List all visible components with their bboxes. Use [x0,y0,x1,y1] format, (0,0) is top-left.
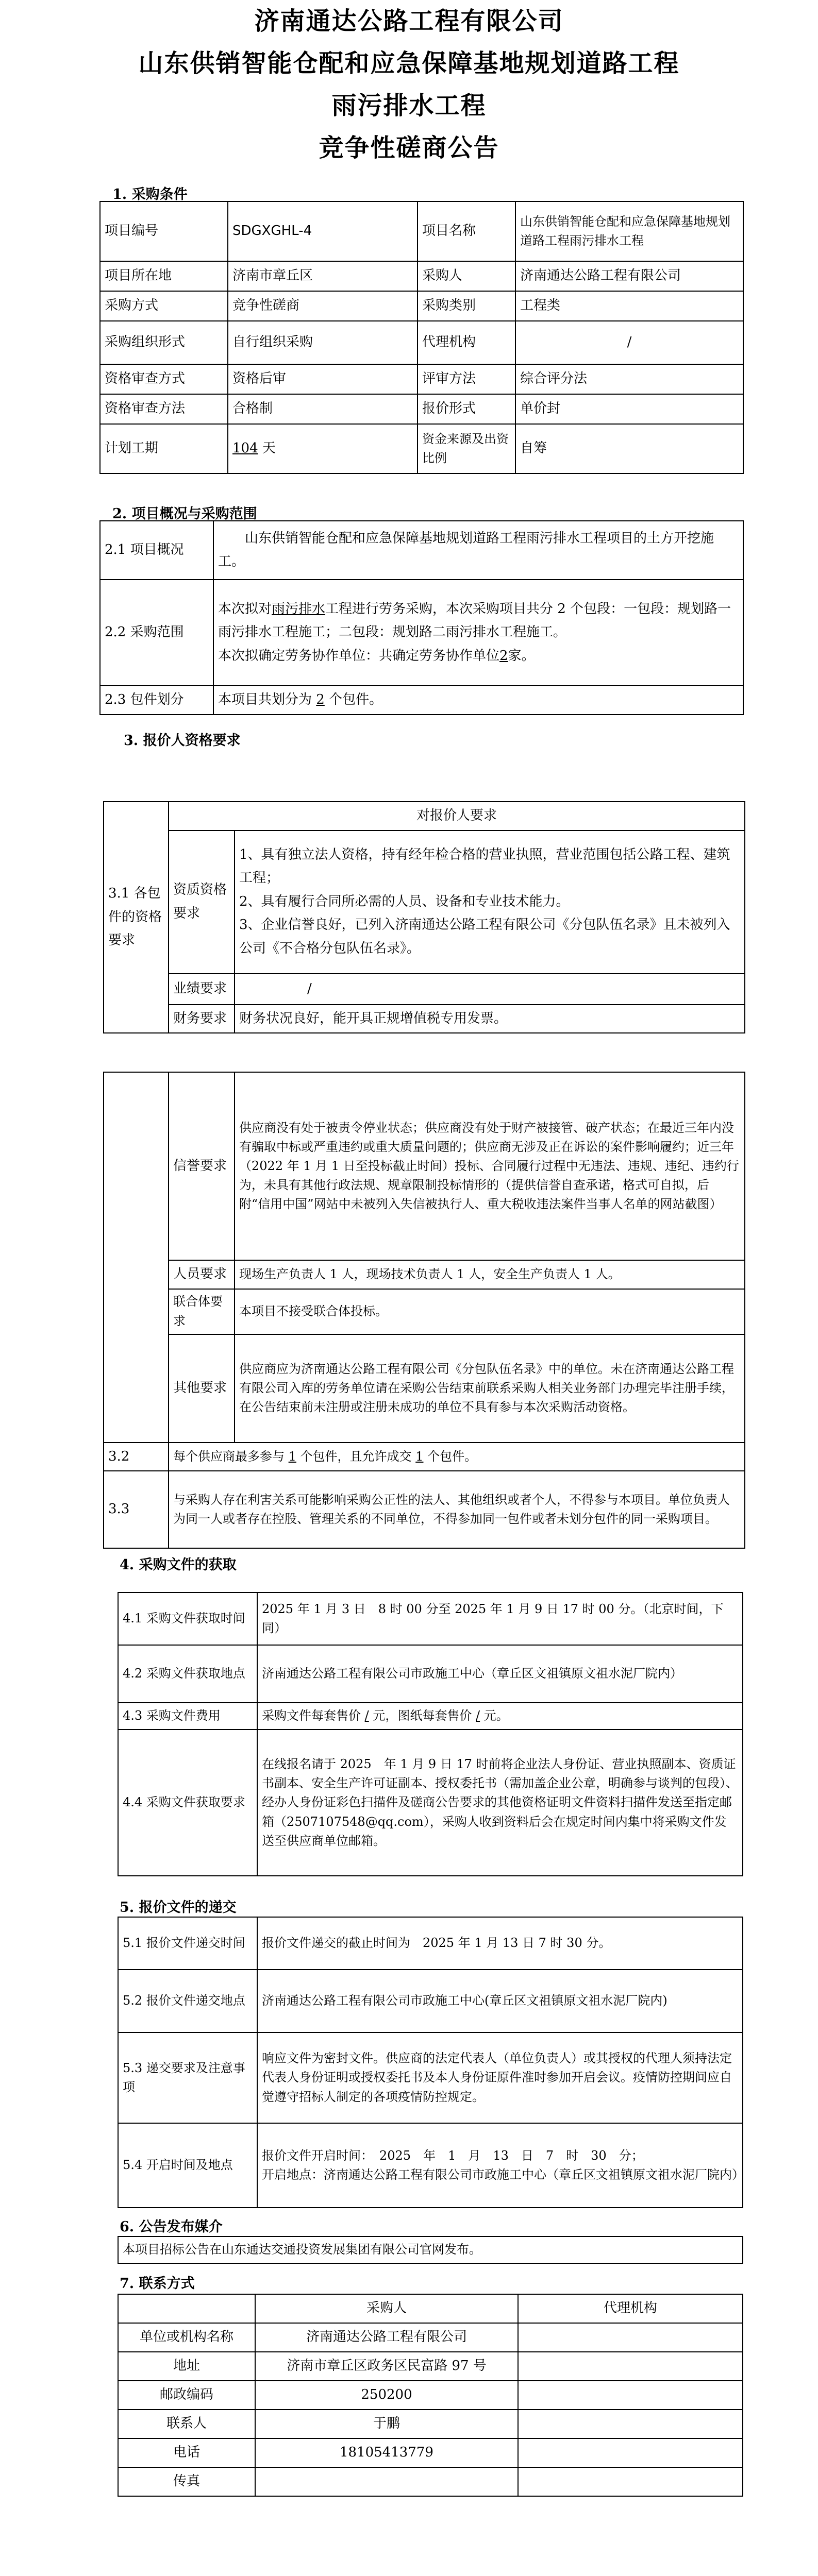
title-project: 山东供销智能仓配和应急保障基地规划道路工程 [138,49,680,78]
section1-heading: 1. 采购条件 [112,187,188,202]
contact-label: 地址 [118,2352,255,2381]
acquisition-location: 济南通达公路工程有限公司市政施工中心（章丘区文祖镇原文祖水泥厂院内） [257,1645,743,1703]
label: 采购类别 [418,291,515,321]
qualification-requirements [235,831,745,974]
rule-text: 个包件。 [427,1449,477,1464]
label: 4.3 采购文件费用 [118,1703,257,1730]
qual-item: 1、具有独立法人资格，持有经年检合格的营业执照，营业范围包括公路工程、建筑工程； [239,846,730,886]
rule-text: 个包件，且允许成交 [300,1449,412,1464]
document-fee [257,1703,743,1730]
contact-row [118,2323,743,2352]
notice-title [0,0,818,169]
title-company: 济南通达公路工程有限公司 [254,7,564,36]
label: 资格审查方法 [100,394,228,424]
contact-col-agency: 代理机构 [518,2294,743,2323]
title-notice: 竞争性磋商公告 [319,133,499,162]
publication-media-table [118,2236,743,2264]
scope-text: 本次拟对 [218,601,272,617]
rule-count: 1 [415,1449,424,1464]
section5-heading: 5. 报价文件的递交 [120,1900,237,1916]
label: 5.3 递交要求及注意事项 [118,2032,257,2123]
lot-text: 个包件。 [329,692,383,707]
procurement-method: 竞争性磋商 [228,291,418,321]
submission-requirements: 响应文件为密封文件。供应商的法定代表人（单位负责人）或其授权的代理人须持法定代表人身份证明或授权委托书及本人身份证原件准时参加开启会议。疫情防控期间应自觉遵守招标人制定的各项疫情防控规定。 [257,2032,743,2123]
label: 评审方法 [418,364,515,394]
label: 采购人 [418,261,515,291]
contact-label: 电话 [118,2438,255,2467]
section6-heading: 6. 公告发布媒介 [120,2219,223,2235]
contact-label: 联系人 [118,2410,255,2438]
scope-text: 工程进行劳务采购，本次采购项目共分 2 个包段：一包段：规划路一雨污排水工程施工；二包段：规划路二雨污排水工程施工。 [218,601,731,640]
organization-form: 自行组织采购 [228,321,418,364]
blank-cell [118,2294,255,2323]
label: 报价形式 [418,394,515,424]
label: 财务要求 [169,1005,235,1033]
contact-table [118,2294,743,2497]
contact-purchaser: 济南市章丘区政务区民富路 97 号 [255,2352,518,2381]
financial-requirements: 财务状况良好，能开具正规增值税专用发票。 [235,1005,745,1033]
procurement-category: 工程类 [515,291,743,321]
document-acquisition-table [118,1592,743,1876]
qual-item: 2、具有履行合同所必需的人员、设备和专业技术能力。 [239,893,570,909]
bid-submission-table [118,1917,743,2208]
contact-label: 单位或机构名称 [118,2323,255,2352]
label: 采购方式 [100,291,228,321]
agency: / [515,321,743,364]
conflict-of-interest-rule: 与采购人存在利害关系可能影响采购公正性的法人、其他组织或者个人，不得参与本项目。单位负责人为同一人或者存在控股、管理关系的不同单位，不得参加同一包件或者未划分包件的同一采购项目。 [169,1471,745,1548]
label: 2.1 项目概况 [100,521,213,580]
opening-location: 开启地点：济南通达公路工程有限公司市政施工中心（章丘区文祖镇原文祖水泥厂院内） [262,2167,744,2182]
lot-division [213,686,743,715]
scope-work: 雨污排水 [272,601,326,617]
scope-text: 家。 [508,648,535,664]
qualification-review: 资格后审 [228,364,418,394]
evaluation-method: 综合评分法 [515,364,743,394]
contact-label: 邮政编码 [118,2381,255,2410]
contact-col-purchaser: 采购人 [255,2294,518,2323]
duration-value: 104 [232,440,258,456]
label: 项目名称 [418,201,515,261]
qual-item: 3、企业信誉良好，已列入济南通达公路工程有限公司《分包队伍名录》且未被列入公司《不合格分包队伍名录》。 [239,917,730,956]
label: 计划工期 [100,424,228,473]
acquisition-requirements: 在线报名请于 2025 年 1 月 9 日 17 时前将企业法人身份证、营业执照副本、资质证书副本、安全生产许可证副本、授权委托书（需加盖企业公章，明确参与谈判的包段）、经办人身份证彩色扫描件及磋商公告要求的其他资格证明文件资料扫描件发送至指定邮箱（2507107548@qq.com），采购人收到资料后会在规定时间内集中将采购文件发送至供应商单位邮箱。 [257,1730,743,1876]
contact-row [118,2410,743,2438]
lot-text: 本项目共划分为 [218,692,312,707]
contact-agency [518,2467,743,2496]
label: 3.3 [104,1471,169,1548]
contact-purchaser [255,2467,518,2496]
section7-heading: 7. 联系方式 [120,2276,195,2292]
contact-label: 传真 [118,2467,255,2496]
fee-value: / [476,1708,480,1723]
project-number: SDGXGHL-4 [228,201,418,261]
label: 4.2 采购文件获取地点 [118,1645,257,1703]
label: 4.4 采购文件获取要求 [118,1730,257,1876]
label: 信誉要求 [169,1072,235,1260]
quote-form: 单价封 [515,394,743,424]
fund-source: 自筹 [515,424,743,473]
contact-purchaser: 济南通达公路工程有限公司 [255,2323,518,2352]
performance-requirements: / [235,974,745,1005]
contact-agency [518,2381,743,2410]
contact-purchaser: 250200 [255,2381,518,2410]
other-requirements: 供应商应为济南通达公路工程有限公司《分包队伍名录》中的单位。未在济南通达公路工程有限公司入库的劳务单位请在采购公告结束前联系采购人相关业务部门办理完毕注册手续，在公告结束前未注册或注册未成功的单位不具有参与本次采购活动资格。 [235,1334,745,1443]
fee-text: 采购文件每套售价 [262,1708,361,1723]
contact-agency [518,2323,743,2352]
scope-text: 本次拟确定劳务协作单位：共确定劳务协作单位 [218,648,500,664]
staff-requirements: 现场生产负责人 1 人，现场技术负责人 1 人，安全生产负责人 1 人。 [235,1260,745,1289]
label: 项目编号 [100,201,228,261]
label: 5.1 报价文件递交时间 [118,1917,257,1970]
contact-agency [518,2352,743,2381]
requirements-header: 对报价人要求 [169,802,745,831]
label: 采购组织形式 [100,321,228,364]
acquisition-time: 2025 年 1 月 3 日 8 时 00 分至 2025 年 1 月 9 日 17 时 00 分。（北京时间，下同） [257,1592,743,1645]
contact-agency [518,2438,743,2467]
label: 其他要求 [169,1334,235,1443]
label: 业绩要求 [169,974,235,1005]
project-overview: 山东供销智能仓配和应急保障基地规划道路工程雨污排水工程项目的土方开挖施工。 [213,521,743,580]
planned-duration [228,424,418,473]
section2-heading: 2. 项目概况与采购范围 [112,506,257,522]
consortium-requirements: 本项目不接受联合体投标。 [235,1289,745,1334]
fee-text: 元。 [483,1708,509,1723]
section3-heading: 3. 报价人资格要求 [124,733,241,749]
lot-count: 2 [316,692,325,707]
procurement-scope [213,580,743,686]
rule-count: 1 [288,1449,296,1464]
label: 2.3 包件划分 [100,686,213,715]
opening-time-location [257,2123,743,2208]
label: 代理机构 [418,321,515,364]
contact-row [118,2467,743,2496]
scope-count: 2 [499,648,508,664]
rule-text: 每个供应商最多参与 [173,1449,285,1464]
contact-row [118,2352,743,2381]
bidder-qualification-table-cont [103,1072,745,1549]
label: 资质资格要求 [169,831,235,974]
label: 5.2 报价文件递交地点 [118,1970,257,2032]
qualification-label: 3.1 各包件的资格要求 [104,802,169,1033]
title-subproject: 雨污排水工程 [331,91,487,120]
project-name: 山东供销智能仓配和应急保障基地规划道路工程雨污排水工程 [515,201,743,261]
contact-purchaser: 18105413779 [255,2438,518,2467]
fee-value: / [364,1708,369,1723]
submission-location: 济南通达公路工程有限公司市政施工中心(章丘区文祖镇原文祖水泥厂院内) [257,1970,743,2032]
project-overview-table [99,520,744,715]
blank-cell [104,1072,169,1443]
label: 资格审查方式 [100,364,228,394]
label: 资金来源及出资比例 [418,424,515,473]
contact-row [118,2438,743,2467]
duration-unit: 天 [262,440,276,456]
contact-row [118,2381,743,2410]
project-location: 济南市章丘区 [228,261,418,291]
label: 人员要求 [169,1260,235,1289]
opening-time: 报价文件开启时间： 2025 年 1 月 13 日 7 时 30 分； [262,2148,644,2163]
publication-media: 本项目招标公告在山东通达交通投资发展集团有限公司官网发布。 [118,2236,743,2263]
submission-deadline: 报价文件递交的截止时间为 2025 年 1 月 13 日 7 时 30 分。 [257,1917,743,1970]
section4-heading: 4. 采购文件的获取 [120,1557,237,1573]
purchaser: 济南通达公路工程有限公司 [515,261,743,291]
label: 2.2 采购范围 [100,580,213,686]
label: 3.2 [104,1443,169,1471]
fee-text: 元，图纸每套售价 [373,1708,472,1723]
contact-purchaser: 于鹏 [255,2410,518,2438]
credit-requirements: 供应商没有处于被责令停业状态；供应商没有处于财产被接管、破产状态；在最近三年内没有骗取中标或严重违约或重大质量问题的；供应商无涉及正在诉讼的案件影响履约；近三年（2022 年 1 月 1 日至投标截止时间）投标、合同履行过程中无违法、违规、违纪、违约行为，未具有其他行政法规、规章限制投标情形的（提供信誉自查承诺，格式可自拟，后附“信用中国”网站中未被列入失信被执行人、重大税收违法案件当事人名单的网站截图） [235,1072,745,1260]
lot-participation-rule [169,1443,745,1471]
label: 5.4 开启时间及地点 [118,2123,257,2208]
procurement-conditions-table [99,201,744,474]
label: 项目所在地 [100,261,228,291]
label: 联合体要求 [169,1289,235,1334]
qualification-method: 合格制 [228,394,418,424]
bidder-qualification-table [103,801,745,1033]
label: 4.1 采购文件获取时间 [118,1592,257,1645]
contact-agency [518,2410,743,2438]
